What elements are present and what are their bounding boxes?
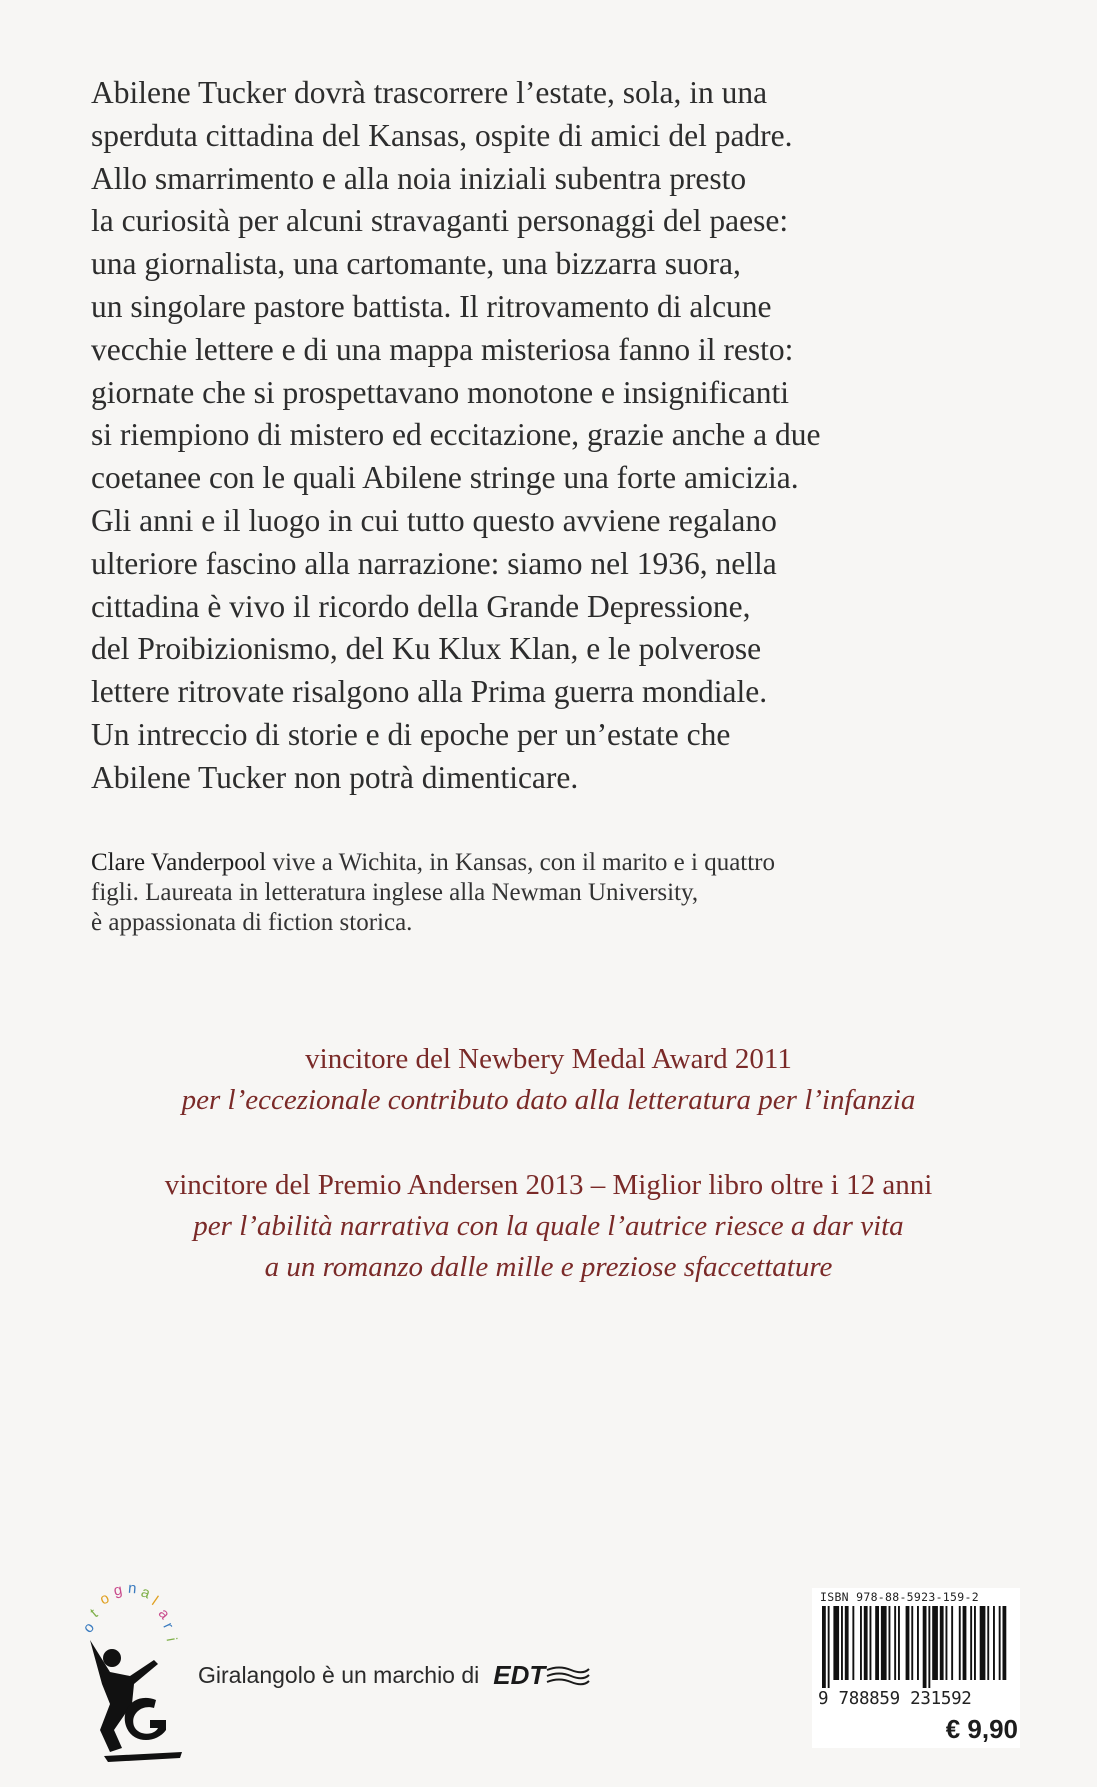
barcode-bar (987, 1606, 989, 1680)
price-label: € 9,90 (945, 1714, 1018, 1744)
award-title: vincitore del Newbery Medal Award 2011 (305, 1043, 792, 1075)
synopsis-line: Abilene Tucker non potrà dimenticare. (91, 759, 579, 795)
synopsis-line: una giornalista, una cartomante, una bizzarra suora, (91, 246, 741, 282)
barcode-bar (974, 1606, 976, 1680)
barcode-bar (917, 1606, 919, 1680)
synopsis-line: Gli anni e il luogo in cui tutto questo avviene regalano (91, 502, 777, 538)
publisher-statement-text: Giralangolo è un marchio di (198, 1662, 480, 1688)
svg-text:l: l (148, 1593, 162, 1609)
barcode-bar (959, 1606, 961, 1680)
barcode-bar (999, 1606, 1001, 1680)
barcode-bar (833, 1606, 839, 1680)
barcode-bar (923, 1606, 927, 1688)
synopsis-line: ulteriore fascino alla narrazione: siamo nel 1936, nella (91, 545, 777, 581)
synopsis-line: giornate che si prospettavano monotone e insignificanti (91, 374, 790, 410)
barcode-bar (889, 1606, 891, 1680)
barcode-bar (845, 1606, 849, 1680)
award-andersen (0, 1164, 1097, 1288)
barcode-bar (928, 1606, 930, 1688)
edt-logo-text: EDT (493, 1660, 546, 1690)
barcode-bar (963, 1606, 967, 1680)
barcode-bar (828, 1606, 830, 1688)
publisher-statement (198, 1660, 591, 1691)
barcode-bar (946, 1606, 948, 1680)
award-newbery (0, 1038, 1097, 1121)
barcode-bar (951, 1606, 953, 1680)
barcode-bar (898, 1606, 900, 1680)
author-bio-line: figli. Laureata in letteratura inglese alla Newman University, (91, 879, 699, 906)
barcode-bar (970, 1606, 972, 1680)
synopsis-line: Allo smarrimento e alla noia iniziali subentra presto (91, 160, 747, 196)
svg-text:r: r (159, 1620, 177, 1632)
barcode-bar (860, 1606, 862, 1680)
barcode-bar (1003, 1606, 1007, 1680)
award-title: vincitore del Premio Andersen 2013 – Miglior libro oltre i 12 anni (164, 1169, 933, 1201)
svg-text:o: o (79, 1619, 99, 1637)
synopsis-line: si riempiono di mistero ed eccitazione, grazie anche a due (91, 417, 821, 453)
synopsis-line: coetanee con le quali Abilene stringe una forte amicizia. (91, 460, 799, 496)
author-bio-text: vive a Wichita, in Kansas, con il marito e i quattro (266, 849, 776, 876)
author-bio (91, 848, 971, 938)
barcode-icon (818, 1606, 1014, 1688)
barcode-bar (841, 1606, 843, 1680)
barcode-bar (940, 1606, 944, 1680)
author-bio-line: è appassionata di fiction storica. (91, 909, 413, 936)
synopsis-text (91, 72, 991, 800)
barcode-bar (852, 1606, 854, 1680)
synopsis-line: cittadina è vivo il ricordo della Grande Depressione, (91, 588, 751, 624)
barcode-bar (870, 1606, 872, 1680)
giralangolo-logo-icon (79, 1579, 204, 1770)
barcode-bar (993, 1606, 995, 1680)
edt-logo-icon (493, 1660, 591, 1691)
synopsis-line: Abilene Tucker dovrà trascorrere l’estate, sola, in una (91, 75, 768, 110)
author-bio-line (91, 848, 971, 878)
svg-text:o: o (97, 1589, 112, 1609)
barcode-block (812, 1588, 1020, 1748)
award-description: a un romanzo dalle mille e preziose sfaccettature (264, 1251, 833, 1283)
barcode-bar (906, 1606, 910, 1680)
barcode-bar (932, 1606, 938, 1680)
award-description: per l’eccezionale contributo dato alla letteratura per l’infanzia (181, 1084, 916, 1116)
svg-text:a: a (154, 1605, 174, 1623)
barcode-bar (980, 1606, 986, 1680)
isbn-label: ISBN 978-88-5923-159-2 (820, 1590, 979, 1604)
synopsis-line: Un intreccio di storie e di epoche per un’estate che (91, 716, 731, 752)
edt-waves-icon (545, 1665, 591, 1687)
svg-text:a: a (138, 1583, 153, 1603)
synopsis-line: sperduta cittadina del Kansas, ospite di amici del padre. (91, 117, 793, 153)
barcode-bar (911, 1606, 913, 1680)
barcode-bar (881, 1606, 887, 1680)
svg-text:i: i (162, 1636, 180, 1643)
barcode-bar (822, 1606, 826, 1688)
barcode-bar (875, 1606, 879, 1680)
synopsis-line: vecchie lettere e di una mappa misteriosa fanno il resto: (91, 331, 794, 367)
author-name: Clare Vanderpool (91, 849, 267, 876)
award-description: per l’abilità narrativa con la quale l’autrice riesce a dar vita (193, 1210, 904, 1242)
synopsis-line: lettere ritrovate risalgono alla Prima guerra mondiale. (91, 674, 768, 710)
svg-text:n: n (127, 1579, 138, 1598)
svg-text:t: t (86, 1605, 102, 1622)
svg-text:g: g (112, 1581, 124, 1600)
barcode-digits: 9 788859 231592 (818, 1689, 972, 1709)
synopsis-line: un singolare pastore battista. Il ritrovamento di alcune (91, 288, 772, 324)
synopsis-line: la curiosità per alcuni stravaganti personaggi del paese: (91, 203, 789, 239)
barcode-bar (894, 1606, 896, 1680)
synopsis-line: del Proibizionismo, del Ku Klux Klan, e le polverose (91, 631, 762, 667)
barcode-bar (864, 1606, 868, 1680)
